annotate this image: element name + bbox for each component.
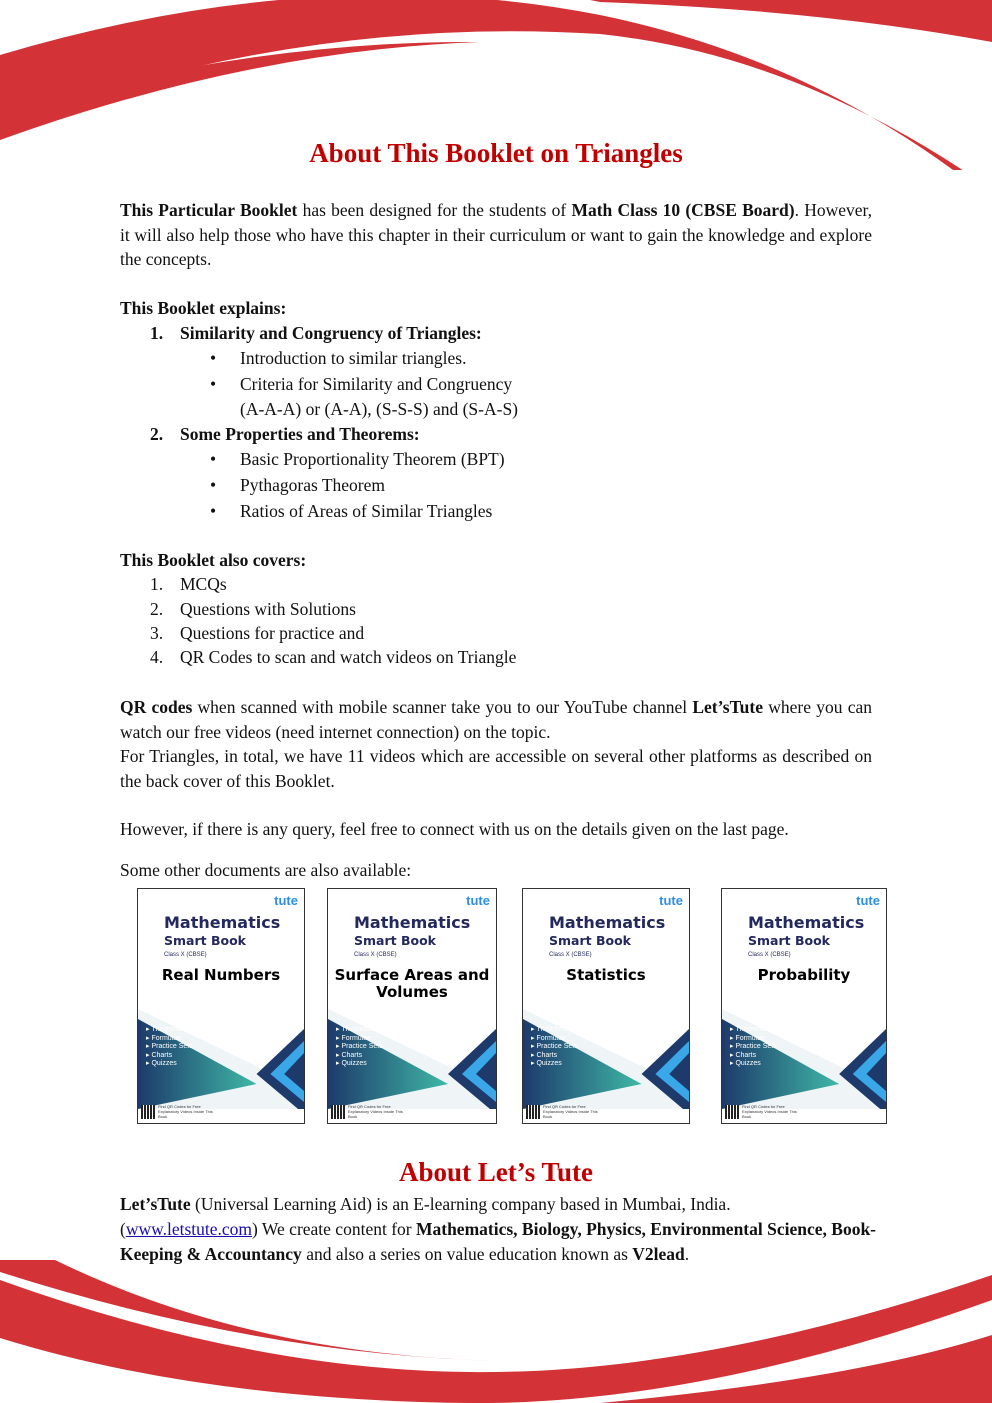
covers-item: 1. MCQs	[150, 574, 227, 594]
intro-bold-1: This Particular Booklet	[120, 200, 298, 220]
cover-features	[146, 1026, 193, 1069]
cover-features	[531, 1026, 578, 1069]
feature-item: ▸ Theorems	[146, 1026, 183, 1033]
cover-topic: Surface Areas and Volumes	[334, 966, 490, 1001]
qr-caption: Find QR Codes for Free Explanatory Videos Inside This Book	[348, 1104, 403, 1119]
intro-bold-2: Math Class 10 (CBSE Board)	[571, 200, 795, 220]
intro-text-2: . However, it will also help those who have this chapter in their curriculum or want to gain the knowledge and explore the concepts.	[120, 200, 873, 269]
feature-item: ▸ Charts	[336, 1051, 363, 1059]
tute-logo: tute	[274, 893, 298, 908]
feature-item: ▸ Quizzes	[336, 1060, 367, 1068]
cover-class: Class X (CBSE)	[164, 952, 207, 958]
book-cover	[522, 888, 690, 1124]
book-cover	[327, 888, 497, 1124]
feature-item: ▸ Charts	[146, 1051, 173, 1059]
cover-class: Class X (CBSE)	[354, 952, 397, 958]
cover-features	[336, 1026, 383, 1069]
feature-item: ▸ Practice Sets	[531, 1043, 578, 1051]
feature-item: ▸ Theorems	[730, 1026, 767, 1033]
covers-item: 3. Questions for practice and	[150, 623, 365, 643]
qr-caption: Find QR Codes for Free Explanatory Videos Inside This Book	[742, 1104, 797, 1119]
bullet-item-continued: (A-A-A) or (A-A), (S-S-S) and (S-A-S)	[240, 399, 519, 419]
tute-logo: tute	[466, 893, 490, 908]
book-cover	[721, 888, 887, 1124]
cover-features	[730, 1026, 777, 1069]
cover-class: Class X (CBSE)	[549, 952, 592, 958]
feature-item: ▸ Formulae	[730, 1034, 766, 1042]
videos-text: For Triangles, in total, we have 11 videos which are accessible on several other platforms as described on the back cover of this Booklet.	[120, 746, 872, 791]
query-text: However, if there is any query, feel free to connect with us on the details given on the last page.	[120, 819, 789, 839]
feature-item: ▸ Formulae	[146, 1034, 182, 1042]
covers-item: 2. Questions with Solutions	[150, 599, 356, 619]
qr-caption: Find QR Codes for Free Explanatory Videos Inside This Book	[158, 1104, 213, 1119]
section-2-heading: 2. Some Properties and Theorems:	[150, 424, 420, 444]
feature-item: ▸ Theorems	[336, 1026, 373, 1033]
bullet-item: • Basic Proportionality Theorem (BPT)	[210, 449, 505, 469]
book-cover	[137, 888, 305, 1124]
cover-title: Mathematics	[164, 913, 281, 932]
feature-item: ▸ Practice Sets	[146, 1043, 193, 1051]
feature-item: ▸ Practice Sets	[336, 1043, 383, 1051]
website-link[interactable]: www.letstute.com	[125, 1219, 253, 1239]
cover-topic: Statistics	[566, 966, 646, 984]
qr-code-icon	[331, 1105, 345, 1119]
page-title: About This Booklet on Triangles	[309, 138, 683, 168]
cover-class: Class X (CBSE)	[748, 952, 791, 958]
qr-code-icon	[725, 1105, 739, 1119]
qr-code-icon	[141, 1105, 155, 1119]
bullet-item: • Criteria for Similarity and Congruency	[210, 374, 513, 394]
qr-paragraph: QR codes when scanned with mobile scanner take you to our YouTube channel Let’sTute where you can watch our free videos (need internet connection) on the topic. For Triangles, in total, we have 11 videos which are accessible on several other platforms as described on the back cover of this Booklet.	[120, 697, 872, 791]
cover-topic: Probability	[757, 966, 851, 984]
feature-item: ▸ Theorems	[531, 1026, 568, 1033]
bullet-item: • Introduction to similar triangles.	[210, 348, 467, 368]
feature-item: ▸ Quizzes	[531, 1060, 562, 1068]
feature-item: ▸ Charts	[531, 1051, 558, 1059]
explains-heading: This Booklet explains:	[120, 298, 287, 318]
section-1-heading: 1. Similarity and Congruency of Triangles:	[150, 323, 482, 343]
cover-title: Mathematics	[354, 913, 471, 932]
feature-item: ▸ Charts	[730, 1051, 757, 1059]
intro-paragraph	[120, 198, 872, 272]
other-docs-text: Some other documents are also available:	[120, 860, 412, 880]
tute-logo: tute	[856, 893, 880, 908]
feature-item: ▸ Quizzes	[146, 1060, 177, 1068]
intro-text-1: has been designed for the students of	[297, 200, 572, 220]
covers-item: 4. QR Codes to scan and watch videos on Triangle	[150, 647, 517, 667]
bottom-red-swoosh	[0, 1260, 992, 1403]
tute-logo: tute	[659, 893, 683, 908]
about-paragraph: Let’sTute (Universal Learning Aid) is an E-learning company based in Mumbai, India. (www.letstute.com) We create content for Mathematics, Biology, Physics, Environmental Science, Book-Keeping & Accountancy and also a series on value education known as V2lead.	[120, 1194, 877, 1264]
cover-subtitle: Smart Book	[354, 933, 436, 948]
feature-item: ▸ Practice Sets	[730, 1043, 777, 1051]
qr-code-icon	[526, 1105, 540, 1119]
cover-subtitle: Smart Book	[164, 933, 246, 948]
cover-title: Mathematics	[748, 913, 865, 932]
feature-item: ▸ Quizzes	[730, 1060, 761, 1068]
cover-topic: Real Numbers	[161, 966, 281, 984]
cover-subtitle: Smart Book	[549, 933, 631, 948]
qr-caption: Find QR Codes for Free Explanatory Videos Inside This Book	[543, 1104, 598, 1119]
bullet-item: • Ratios of Areas of Similar Triangles	[210, 501, 493, 521]
cover-subtitle: Smart Book	[748, 933, 830, 948]
covers-heading: This Booklet also covers:	[120, 550, 307, 570]
feature-item: ▸ Formulae	[531, 1034, 567, 1042]
feature-item: ▸ Formulae	[336, 1034, 372, 1042]
about-title: About Let’s Tute	[398, 1157, 594, 1187]
cover-title: Mathematics	[549, 913, 666, 932]
bullet-item: • Pythagoras Theorem	[210, 475, 385, 495]
